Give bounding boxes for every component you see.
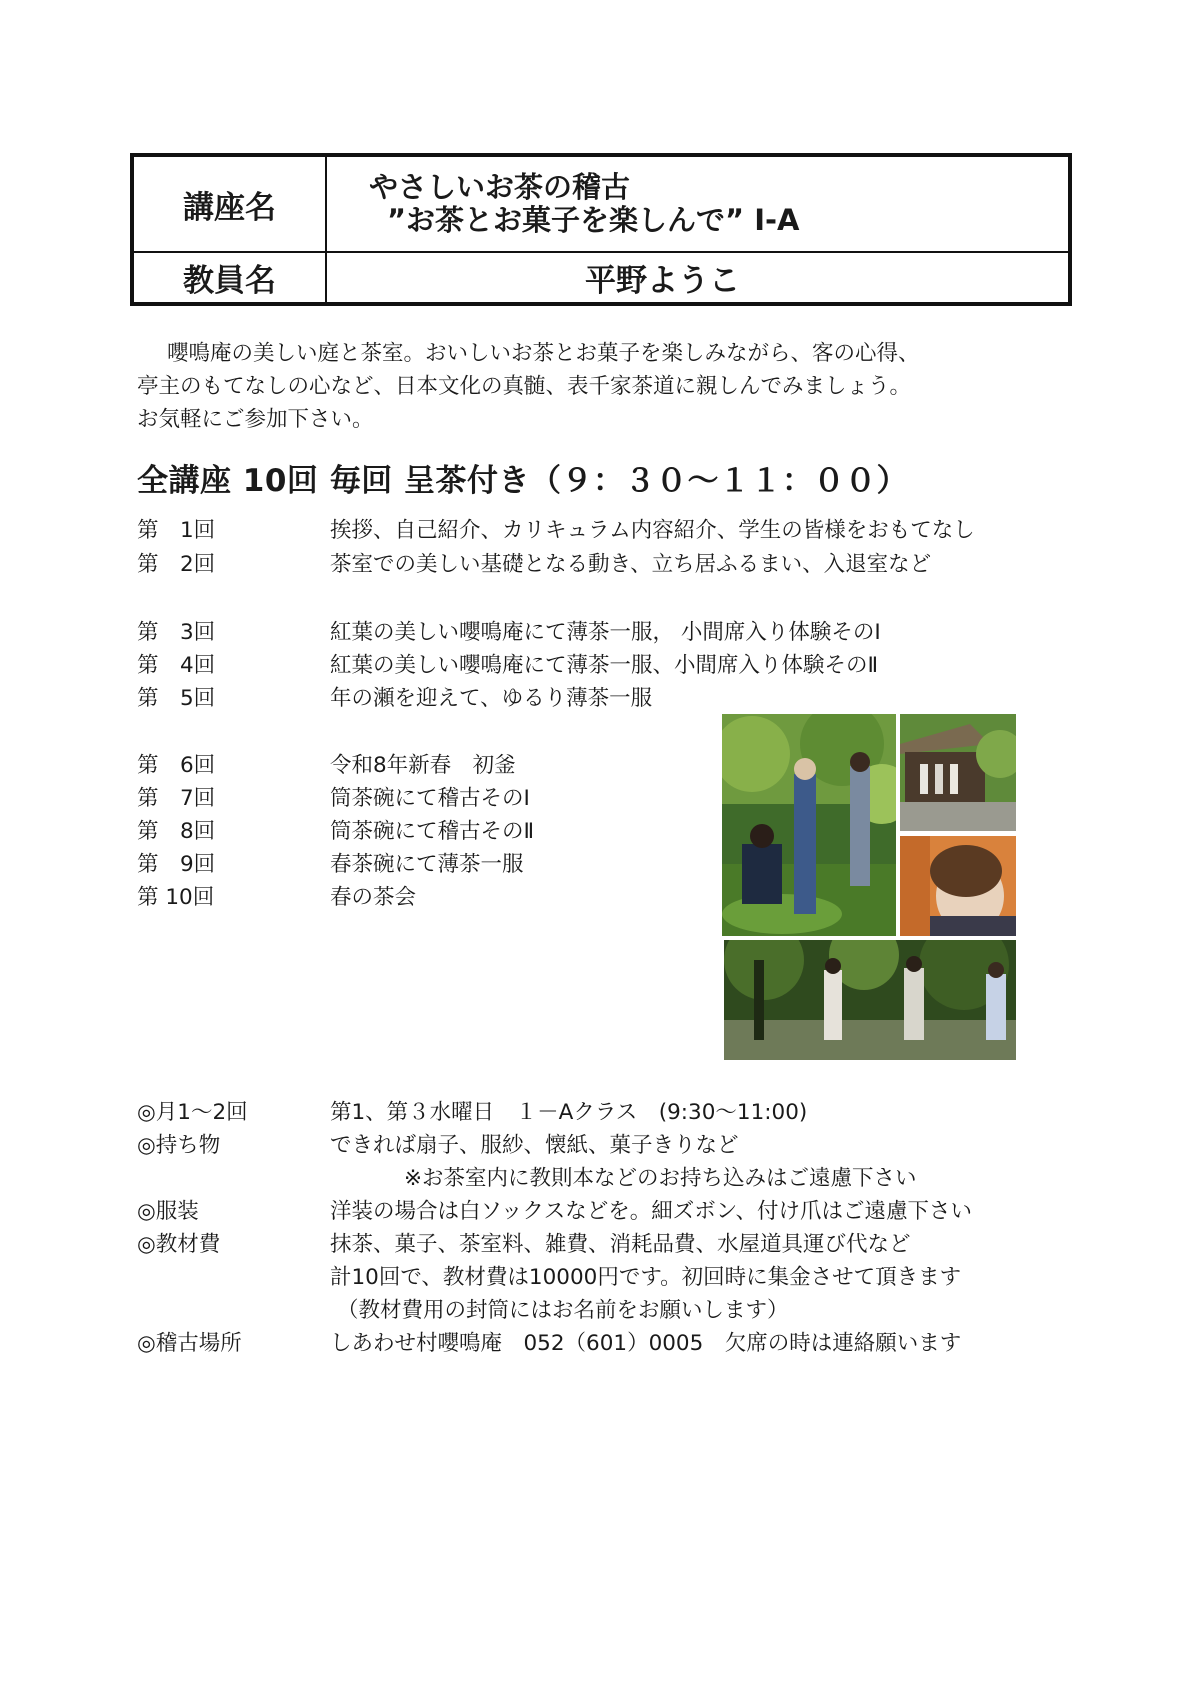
course-details [137,1096,1107,1360]
session-number: 第 4回 [137,653,216,678]
intro-line: お気軽にご参加下さい。 [137,407,374,432]
course-name-label: 講座名 [134,157,327,253]
items-note-row [137,1162,1107,1195]
session-number: 第 1回 [137,518,216,543]
course-title [327,157,1068,253]
session-number: 第 8回 [137,819,216,844]
intro-line: 嚶鳴庵の美しい庭と茶室。おいしいお茶とお菓子を楽しみながら、客の心得、 [167,341,920,366]
session-description: 春の茶会 [330,885,417,910]
fee-row-2 [137,1261,1107,1294]
teacher-name: 平野ようこ [585,263,740,299]
session-description: 茶室での美しい基礎となる動き、立ち居ふるまい、入退室など [330,552,932,577]
schedule-value: 第1、第３水曜日 １－Aクラス (9:30～11:00) [330,1100,808,1125]
session-description: 春茶碗にて薄茶一服 [330,852,524,877]
fee-note-row [137,1294,1107,1327]
items-label: ◎持ち物 [137,1133,221,1158]
items-row [137,1129,1107,1162]
portrait-photo [900,836,1016,936]
tea-ceremony-photo-collage [722,714,1016,1060]
schedule-row [137,1096,1107,1129]
fee-label: ◎教材費 [137,1232,221,1257]
session-number: 第 2回 [137,552,216,577]
teacher-name-label: 教員名 [134,253,327,302]
session-number: 第 10回 [137,885,215,910]
session-number: 第 5回 [137,686,216,711]
dress-label: ◎服装 [137,1199,199,1224]
course-heading: 全講座 10回 毎回 呈茶付き（９：３０～１１：００） [137,463,909,499]
course-title-line2: ”お茶とお菓子を楽しんで” I-A [387,203,800,237]
fee-value: 抹茶、菓子、茶室料、雑費、消耗品費、水屋道具運び代など [330,1232,911,1257]
garden-photo [722,714,896,936]
place-label: ◎稽古場所 [137,1331,242,1356]
session-description: 筒茶碗にて稽古そのⅠ [330,786,530,811]
place-row [137,1327,1107,1360]
session-description: 紅葉の美しい嚶鳴庵にて薄茶一服， 小間席入り体験そのⅠ [330,620,881,645]
garden-path-photo [724,940,1016,1060]
session-description: 年の瀬を迎えて、ゆるり薄茶一服 [330,686,653,711]
course-info-table [130,153,1072,306]
tea-house-photo [900,714,1016,831]
fee-value-total: 計10回で、教材費は10000円です。初回時に集金させて頂きます [330,1265,962,1290]
session-number: 第 6回 [137,753,216,778]
items-note: ※お茶室内に教則本などのお持ち込みはご遠慮下さい [404,1166,917,1191]
fee-note: （教材費用の封筒にはお名前をお願いします） [337,1298,789,1323]
schedule-label: ◎月1～2回 [137,1100,248,1125]
fee-row [137,1228,1107,1261]
session-number: 第 9回 [137,852,216,877]
intro-line: 亭主のもてなしの心など、日本文化の真髄、表千家茶道に親しんでみましょう。 [137,374,912,399]
dress-row [137,1195,1107,1228]
session-description: 挨拶、自己紹介、カリキュラム内容紹介、学生の皆様をおもてなし [330,518,975,543]
dress-value: 洋装の場合は白ソックスなどを。細ズボン、付け爪はご遠慮下さい [330,1199,972,1224]
place-value: しあわせ村嚶鳴庵 052（601）0005 欠席の時は連絡願います [330,1331,962,1356]
intro-paragraph [137,337,1077,436]
session-description: 令和8年新春 初釜 [330,753,516,778]
session-number: 第 7回 [137,786,216,811]
session-number: 第 3回 [137,620,216,645]
session-description: 紅葉の美しい嚶鳴庵にて薄茶一服、小間席入り体験そのⅡ [330,653,879,678]
course-title-line1: やさしいお茶の稽古 [369,170,631,204]
items-value: できれば扇子、服紗、懐紙、菓子きりなど [330,1133,739,1158]
session-description: 筒茶碗にて稽古そのⅡ [330,819,535,844]
